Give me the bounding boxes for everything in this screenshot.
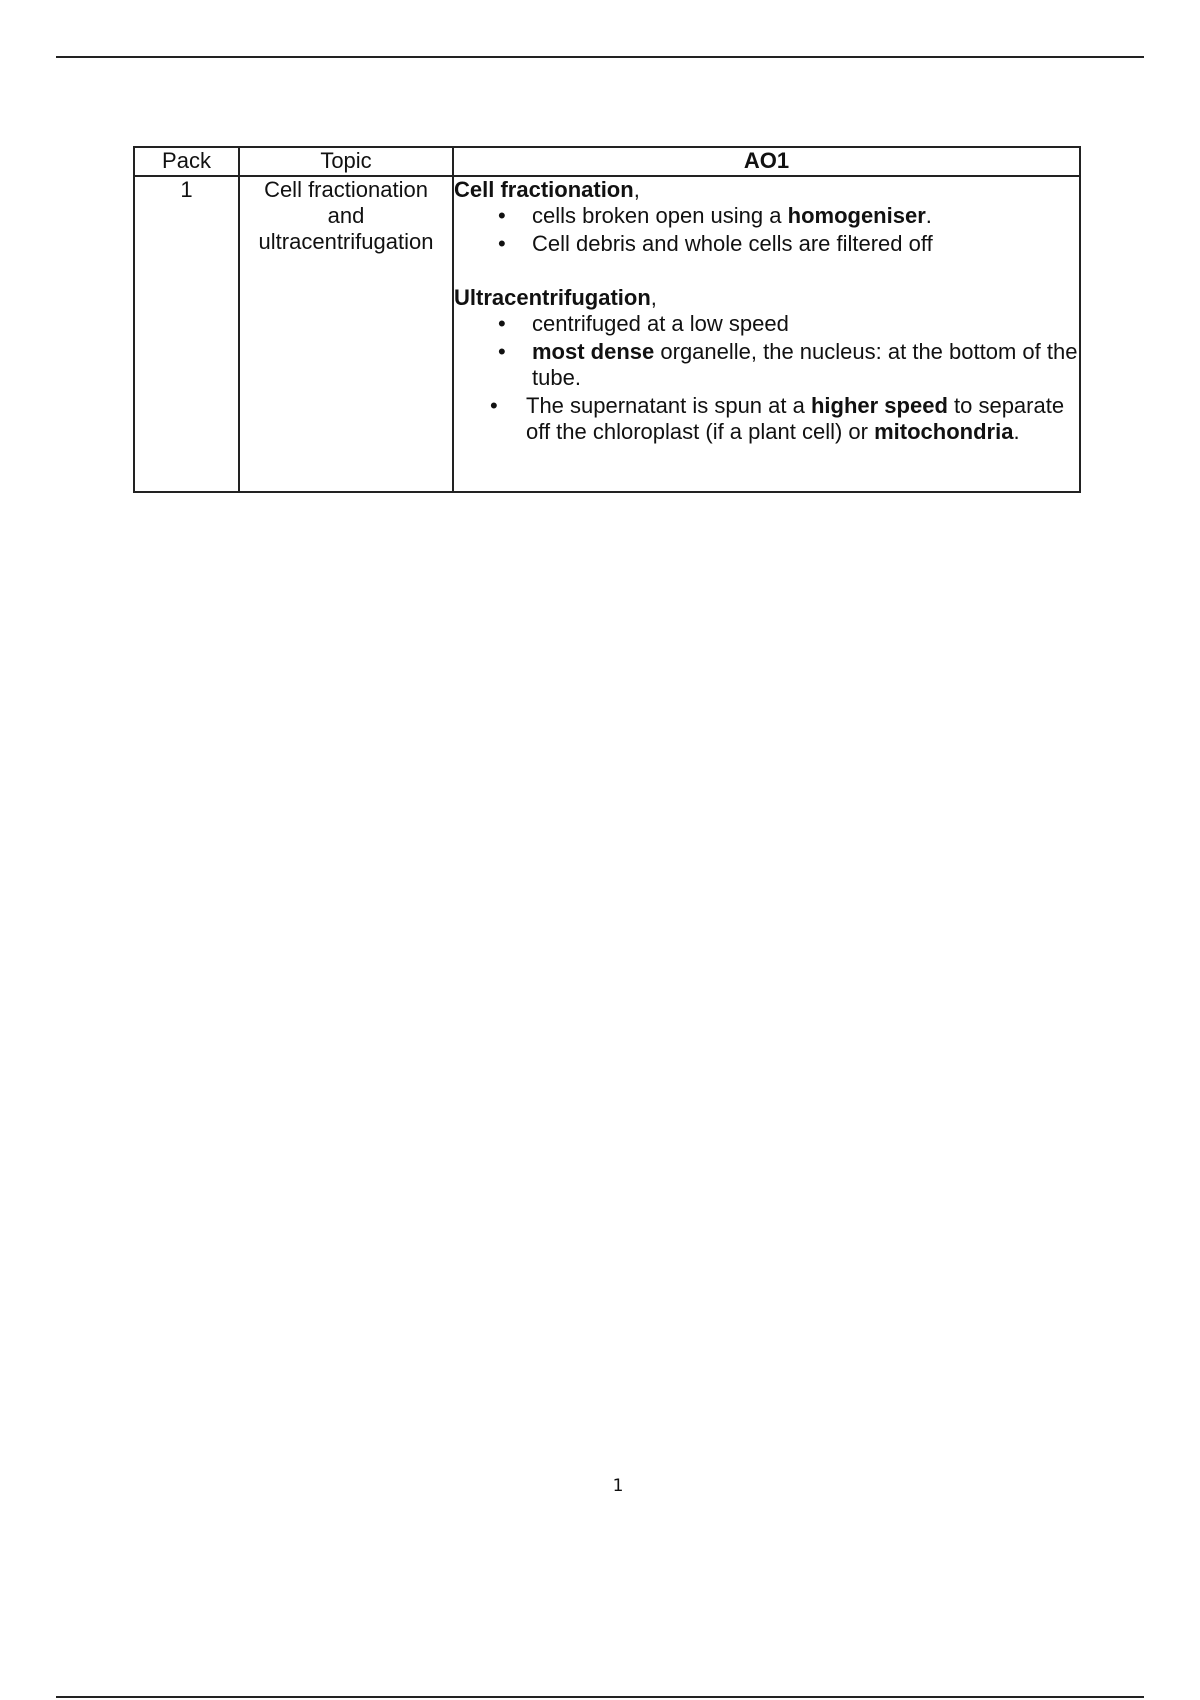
section-heading-text: Ultracentrifugation bbox=[454, 285, 651, 310]
bullet-item bbox=[454, 231, 1079, 257]
section-heading-cell-fractionation bbox=[454, 177, 1079, 203]
bullet-list-ultracentrifugation bbox=[454, 311, 1079, 445]
bullet-text-bold: higher speed bbox=[810, 393, 948, 418]
bullet-list-cell-fractionation bbox=[454, 203, 1079, 257]
section-heading-ultracentrifugation bbox=[454, 285, 1079, 311]
header-ao1: AO1 bbox=[453, 147, 1080, 176]
bullet-text: . bbox=[925, 203, 932, 228]
page-number: 1 bbox=[612, 1476, 624, 1496]
bullet-text: cells broken open using a bbox=[532, 203, 788, 228]
pack-table bbox=[133, 146, 1081, 493]
header-pack: Pack bbox=[134, 147, 239, 176]
topic-line: and bbox=[327, 203, 365, 228]
cell-ao1 bbox=[453, 176, 1080, 492]
bullet-dot-icon: • bbox=[498, 311, 506, 336]
bullet-dot-icon: • bbox=[490, 393, 498, 418]
bullet-text: The supernatant is spun at a bbox=[526, 393, 811, 418]
topic-line: ultracentrifugation bbox=[258, 229, 434, 254]
bullet-text: . bbox=[1013, 419, 1020, 444]
bullet-text: centrifuged at a low speed bbox=[532, 311, 789, 336]
bullet-item bbox=[454, 339, 1079, 391]
bullet-dot-icon: • bbox=[498, 203, 506, 228]
bullet-text-bold: mitochondria bbox=[874, 419, 1014, 444]
bullet-text: organelle, the nucleus: at the bottom of the tube. bbox=[532, 339, 1078, 390]
bullet-text: to separate off the chloroplast (if a plant cell) or bbox=[526, 393, 1065, 444]
bullet-text-bold: homogeniser bbox=[787, 203, 926, 228]
footer-rule bbox=[56, 1696, 1144, 1698]
topic-line: Cell fractionation bbox=[264, 177, 428, 202]
header-topic: Topic bbox=[239, 147, 453, 176]
section-heading-text: Cell fractionation bbox=[454, 177, 634, 202]
bullet-text-bold: most dense bbox=[532, 339, 655, 364]
bullet-dot-icon: • bbox=[498, 231, 506, 256]
bullet-item bbox=[454, 203, 1079, 229]
table-row bbox=[134, 176, 1080, 492]
header-rule bbox=[56, 56, 1144, 58]
table-header-row bbox=[134, 147, 1080, 176]
bullet-item bbox=[454, 311, 1079, 337]
bullet-dot-icon: • bbox=[498, 339, 506, 364]
cell-pack-number: 1 bbox=[134, 176, 239, 492]
bullet-text: Cell debris and whole cells are filtered off bbox=[532, 231, 933, 256]
section-heading-punct: , bbox=[650, 285, 657, 310]
bullet-item bbox=[454, 393, 1079, 445]
cell-topic bbox=[239, 176, 453, 492]
section-heading-punct: , bbox=[633, 177, 640, 202]
